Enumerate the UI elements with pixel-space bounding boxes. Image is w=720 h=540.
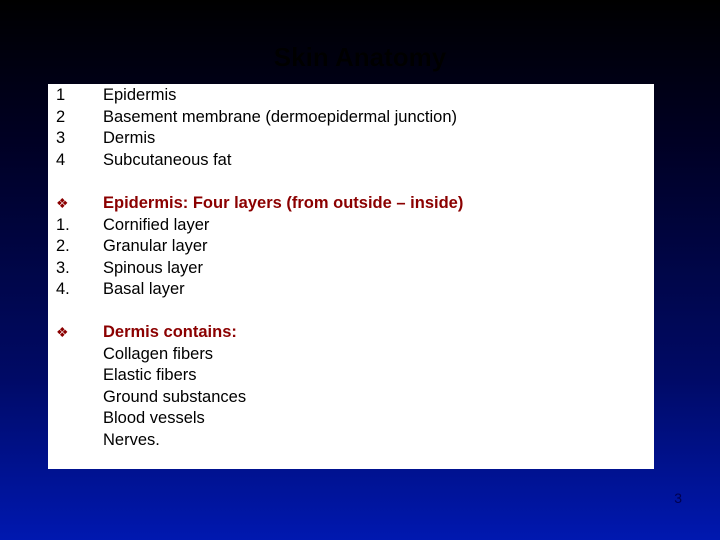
- list-item-text: Basal layer: [103, 280, 185, 299]
- slide-title: Skin Anatomy: [273, 42, 447, 72]
- list-marker: 3: [56, 129, 66, 148]
- list-item-text: Blood vessels: [103, 409, 205, 428]
- list-item: [48, 107, 654, 129]
- list-item-text: Nerves.: [103, 431, 160, 449]
- list-item: [48, 344, 654, 366]
- list-item-text: Collagen fibers: [103, 344, 214, 363]
- list-item-text: Cornified layer: [103, 215, 210, 234]
- diamond-bullet-icon: ❖: [56, 324, 69, 340]
- section-heading-text: Dermis contains:: [103, 323, 237, 341]
- page-number: 3: [674, 490, 682, 506]
- section-heading: [48, 193, 654, 215]
- list-item: [48, 236, 654, 258]
- list-item: [48, 150, 654, 172]
- list-item: [48, 408, 654, 430]
- list-marker: 2: [56, 107, 66, 126]
- content-box: [48, 84, 654, 469]
- list-item-text: Basement membrane (dermoepidermal junction): [103, 107, 457, 126]
- list-marker: 1.: [56, 215, 70, 234]
- list-marker: 1: [56, 86, 66, 104]
- list-item: [48, 365, 654, 387]
- list-item: [48, 279, 654, 301]
- list-marker: 2.: [56, 237, 70, 256]
- list-item: [48, 258, 654, 280]
- list-marker: 4: [56, 150, 66, 169]
- section-heading: [48, 322, 654, 344]
- list-marker: 4.: [56, 280, 70, 299]
- list-item: [48, 85, 654, 107]
- list-item: [48, 128, 654, 150]
- list-item-text: Subcutaneous fat: [103, 150, 232, 169]
- list-item: [48, 387, 654, 409]
- list-item-text: Dermis: [103, 129, 156, 148]
- list-marker: 3.: [56, 258, 70, 277]
- list-item-text: Spinous layer: [103, 258, 203, 277]
- list-item-text: Elastic fibers: [103, 366, 197, 385]
- diamond-bullet-icon: ❖: [56, 195, 69, 211]
- list-item-text: Granular layer: [103, 237, 208, 256]
- list-item-text: Epidermis: [103, 86, 177, 104]
- list-item: [48, 215, 654, 237]
- list-item: [48, 430, 654, 452]
- list-item-text: Ground substances: [103, 387, 247, 406]
- section-heading-text: Epidermis: Four layers (from outside – inside): [103, 194, 464, 212]
